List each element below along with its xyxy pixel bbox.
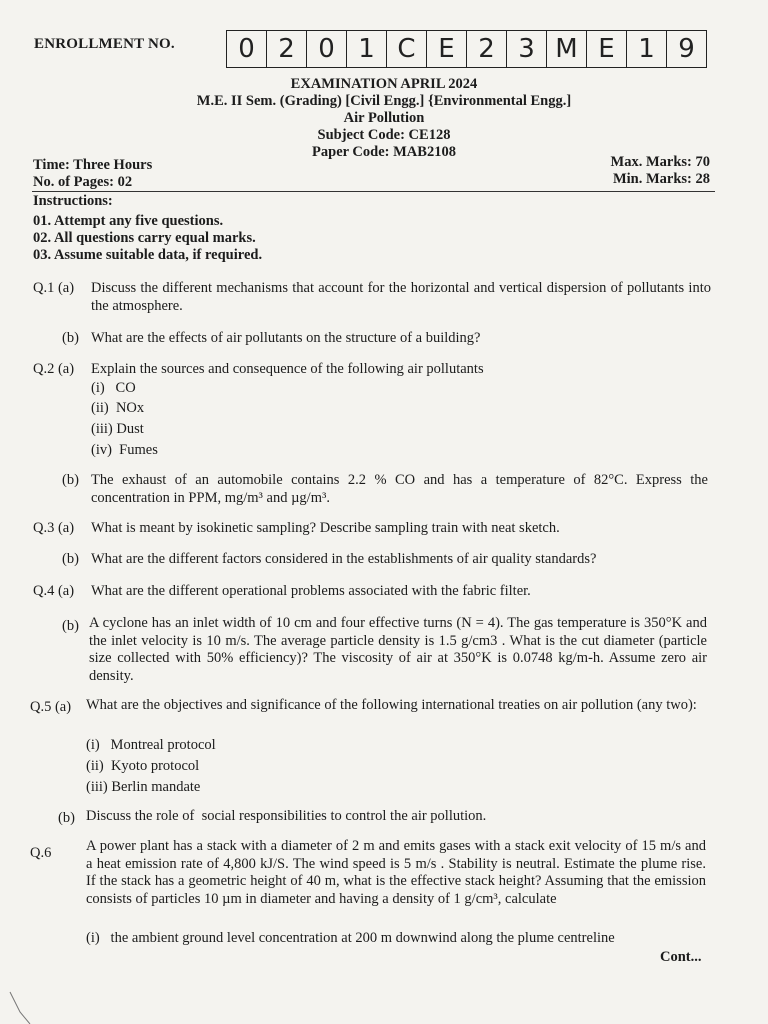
instruction-item: 01. Attempt any five questions. xyxy=(33,213,224,229)
list-item: (i) the ambient ground level concentration at 200 m downwind along the plume centreline xyxy=(86,930,615,946)
list-item: (ii) Kyoto protocol xyxy=(86,758,200,774)
question-number: Q.2 (a) xyxy=(33,361,75,377)
enrollment-char: 3 xyxy=(507,31,547,67)
question-part: (b) xyxy=(62,618,79,634)
enrollment-char: E xyxy=(427,31,467,67)
enrollment-char: 2 xyxy=(267,31,307,67)
exam-title: EXAMINATION APRIL 2024 xyxy=(290,76,478,92)
time-info: Time: Three Hours xyxy=(33,157,153,173)
enrollment-char: 0 xyxy=(227,31,267,67)
list-item: (i) Montreal protocol xyxy=(86,737,216,753)
instructions-title: Instructions: xyxy=(33,193,113,209)
question-part: (b) xyxy=(58,810,75,826)
question-text: A power plant has a stack with a diameter of 2 m and emits gases with a stack exit velocity of 15 m/s and a heat emission rate of 4,800 kJ/S. The wind speed is 5 m/s . Stability is neutral. Estimate the plume rise. If the stack has a geometric height of 40 m, what is the effective stack height? Assuming that the emission consists of particles 10 µm in diameter and having a density of 1 g/cm³, calculate xyxy=(86,838,706,907)
question-part: (b) xyxy=(62,551,79,567)
subject-name: Air Pollution xyxy=(343,110,425,126)
max-marks: Max. Marks: 70 xyxy=(610,154,710,170)
subject-code: Subject Code: CE128 xyxy=(317,127,451,143)
enrollment-char: 2 xyxy=(467,31,507,67)
question-number: Q.4 (a) xyxy=(33,583,75,599)
question-text: Discuss the role of social responsibilities to control the air pollution. xyxy=(86,808,487,824)
question-part: (b) xyxy=(62,330,79,346)
enrollment-char: M xyxy=(547,31,587,67)
enrollment-char: 0 xyxy=(307,31,347,67)
list-item: (ii) NOx xyxy=(91,400,145,416)
enrollment-char: 1 xyxy=(627,31,667,67)
enrollment-char: 9 xyxy=(678,34,695,64)
list-item: (i) CO xyxy=(91,380,136,396)
min-marks: Min. Marks: 28 xyxy=(612,171,710,187)
enrollment-char: E xyxy=(587,31,627,67)
pen-stroke-mark xyxy=(6,990,36,1024)
question-text: What are the different factors considered in the establishments of air quality standards? xyxy=(91,551,597,567)
question-text: A cyclone has an inlet width of 10 cm and four effective turns (N = 4). The gas temperature is 350°K and the inlet velocity is 10 m/s. The average particle density is 1.5 g/cm3 . What is the cut diameter (particle size collected with 50% efficiency)? The viscosity of air at 350°K is 0.0748 kg/m-h. Assume zero air density. xyxy=(89,615,707,684)
question-text: What are the different operational problems associated with the fabric filter. xyxy=(91,583,531,599)
instruction-item: 02. All questions carry equal marks. xyxy=(33,230,256,246)
enrollment-char: 1 xyxy=(347,31,387,67)
course-line: M.E. II Sem. (Grading) [Civil Engg.] {Environmental Engg.] xyxy=(196,93,572,109)
list-item: (iii) Berlin mandate xyxy=(86,779,201,795)
enrollment-char: C xyxy=(387,31,427,67)
paper-code: Paper Code: MAB2108 xyxy=(312,144,456,160)
question-text: Discuss the different mechanisms that account for the horizontal and vertical dispersion of pollutants into the atmosphere. xyxy=(91,280,711,314)
question-text: Explain the sources and consequence of the following air pollutants xyxy=(91,361,484,377)
list-item: (iv) Fumes xyxy=(91,442,158,458)
question-number: Q.3 (a) xyxy=(33,520,75,536)
continued-label: Cont... xyxy=(660,949,702,965)
question-number: Q.6 xyxy=(30,845,52,861)
instruction-item: 03. Assume suitable data, if required. xyxy=(33,247,263,263)
question-part: (b) xyxy=(62,472,79,488)
question-number: Q.1 (a) xyxy=(33,280,75,296)
pages-info: No. of Pages: 02 xyxy=(33,174,133,190)
question-text: What are the effects of air pollutants on the structure of a building? xyxy=(91,330,481,346)
header-divider xyxy=(32,191,715,192)
question-text: What is meant by isokinetic sampling? Describe sampling train with neat sketch. xyxy=(91,520,560,536)
question-text: The exhaust of an automobile contains 2.2 % CO and has a temperature of 82°C. Express the concentration in PPM, mg/m³ and µg/m³. xyxy=(91,472,708,506)
list-item: (iii) Dust xyxy=(91,421,144,437)
question-text: What are the objectives and significance of the following international treaties on air pollution (any two): xyxy=(86,697,697,713)
question-number: Q.5 (a) xyxy=(30,699,72,715)
enrollment-number-boxes xyxy=(226,30,707,68)
enrollment-label: ENROLLMENT NO. xyxy=(34,36,175,52)
